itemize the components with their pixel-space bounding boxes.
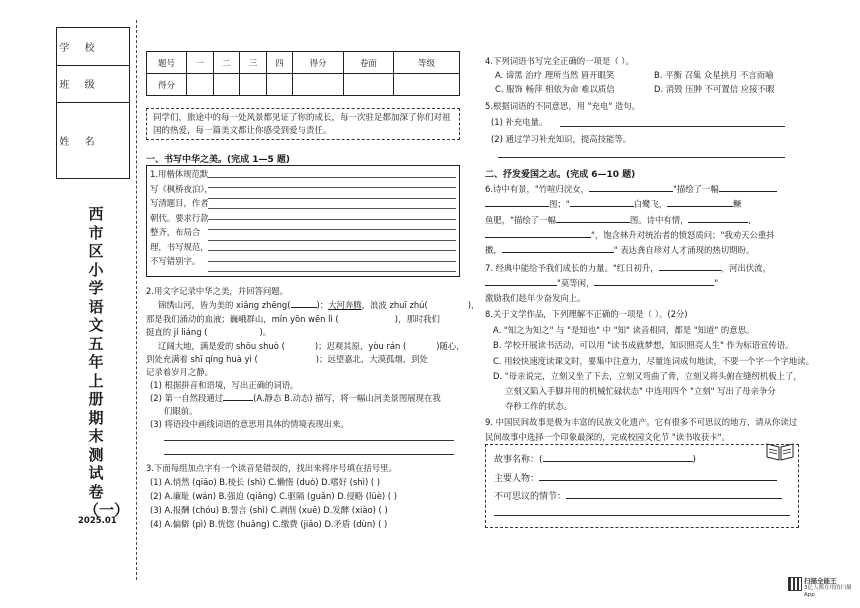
answer-blank[interactable] — [589, 183, 673, 192]
answer-line[interactable] — [494, 515, 790, 516]
answer-blank[interactable] — [485, 277, 557, 286]
section-2-title: 二、抒发爱国之志。(完成 6—10 题) — [485, 170, 636, 180]
field-label-name: 姓 名 — [59, 137, 101, 148]
answer-blank[interactable] — [556, 214, 630, 223]
score-cell[interactable] — [394, 74, 460, 96]
qr-code-icon — [788, 577, 802, 591]
q5-title: 5.根据词语的不同意思，用 "充电" 造句。 — [485, 101, 641, 111]
q2-line-4: 辽阔大地，满是爱的 shōu shuò ( )；迟观其原，yòu rán ( )随心， — [158, 341, 465, 351]
field-label-school: 学 校 — [59, 42, 101, 54]
q2-line-6: 记录着岁月之静。 — [146, 367, 213, 377]
q2-line-2: 那是我们涌动的血液；巍峨群山，mín yōn wēn lì ( )，那时我们 — [146, 314, 440, 324]
school-field[interactable] — [103, 28, 129, 65]
q2-sub-3: (3) 将语段中画线词语的意思用具体的情境表现出来。 — [150, 419, 349, 429]
q2-sub-2: (2) 第一自然段通过 (A.静态 B.动态) 描写，将一幅山河美景图展现在我 — [150, 393, 441, 403]
q9-text-cont: 民间故事中选择一个印象最深的，完成校园文化节 "读书收获卡"。 — [485, 432, 730, 442]
card-story-name: 故事名称：( ) — [494, 455, 697, 465]
q3-title: 3.下面每组加点字有一个读音是错误的，找出来将序号填在括号里。 — [146, 463, 397, 473]
q8-title: 8.关于文学作品，下列理解不正确的一项是（ ）。(2分) — [485, 309, 688, 319]
underlined-phrase: 大河奔腾 — [328, 300, 362, 310]
q4-option-c: C. 服饰 畅萍 相依为命 难以质信 — [495, 84, 615, 94]
q4-option-a: A. 谛黑 治疗 理所当然 眉开眼笑 — [495, 70, 615, 80]
open-book-icon — [765, 440, 795, 462]
intro-text: 同学们，旅途中的每一处风景都见证了你的成长，每一次驻足都加深了你们对祖国的热爱，每一篇美文都让你感受到爱与责任。 — [146, 108, 460, 140]
q8-option-b: B. 学校开展读书活动，可以用 "读书成就梦想，知识照亮人生" 作为标语宣传语。 — [493, 340, 794, 350]
answer-blank[interactable] — [291, 299, 317, 308]
field-label-class: 班 级 — [59, 80, 101, 92]
q2-line-5: 到处充满着 shī qíng huà yì ( )；远望嘉北，大漠孤烟，到处 — [146, 354, 428, 364]
q7-line-1: 7. 经典中能给予我们成长的力量。"红日初升， ，河出伏流， — [485, 263, 771, 273]
exam-title: 西市区小学语文五年上册期末测试卷（一） — [84, 205, 130, 519]
answer-line[interactable] — [560, 126, 785, 127]
score-header-cell: 一 — [187, 52, 214, 74]
q1-writing-area[interactable] — [208, 167, 456, 275]
score-header-cell: 三 — [240, 52, 267, 74]
q6-line-2: 图；" 白鹭飞， 鳜 — [485, 198, 741, 210]
characters-blank[interactable] — [539, 472, 777, 481]
exam-date: 2025.01 — [78, 516, 117, 526]
q7-line-2: "莫等闲， " — [485, 277, 718, 289]
answer-blank[interactable] — [502, 244, 614, 253]
q4-option-b: B. 平衡 召集 众星拱月 不言而喻 — [654, 70, 774, 80]
card-characters: 主要人物： — [494, 472, 777, 485]
q9-text: 9. 中国民间故事是极为丰富的民族文化遗产。它有很多不可思议的地方，请从你读过 — [485, 417, 798, 427]
score-table — [146, 51, 460, 96]
score-cell[interactable] — [213, 74, 240, 96]
score-cell[interactable] — [240, 74, 267, 96]
q8-option-d: D. "母亲说完，立刻又坐了下去，立刻又弯曲了背，立刻又将头俯在缝纫机板上了， — [493, 371, 802, 381]
q8-option-c: C. 用较快速度读课文时，要集中注意力，尽量连词成句地读，不要一个字一个字地读。 — [493, 356, 815, 366]
q3-option-row: (2) A.廉耻 (wán) B.强迫 (qiǎng) C.驱隔 (guǎn) D.侵略 (lüè) ( ) — [150, 491, 397, 501]
q4-title: 4.下列词语书写完全正确的一项是（ ）。 — [485, 56, 634, 66]
score-header-cell: 得分 — [293, 52, 343, 74]
score-row-label: 得分 — [147, 74, 187, 96]
q2-line-1: 锦绣山河，皆为美的 xiǎng zhēng( )：大河奔腾，浪波 zhuī zhú( )， — [158, 300, 480, 310]
answer-blank[interactable] — [223, 392, 253, 401]
score-cell[interactable] — [187, 74, 214, 96]
plot-blank[interactable] — [566, 490, 782, 499]
answer-blank[interactable] — [485, 198, 549, 207]
q6-line-4: "，饱含林升对统治者的愤怒质问；"我劝天公重抖 — [485, 229, 775, 241]
q3-option-row: (3) A.报酬 (chóu) B.誓言 (shì) C.剥削 (xuē) D.发酵 (xiào) ( ) — [150, 505, 388, 515]
section-1-title: 一、书写中华之美。(完成 1—5 题) — [146, 155, 291, 165]
q5-item-2: (2) 通过学习补充知识，提高技能等。 — [491, 134, 632, 144]
q2-sub-1: (1) 根据拼音和语境，写出正确的词语。 — [150, 380, 299, 390]
q2-line-3: 挺直的 jí liáng ( )。 — [146, 327, 272, 337]
name-field[interactable] — [103, 103, 129, 178]
q7-line-3: 激励我们趁年少奋发向上。 — [485, 293, 586, 303]
answer-line[interactable] — [164, 440, 454, 441]
score-header-cell: 二 — [213, 52, 240, 74]
q8-option-d-cont: 夺秒工作的状态。 — [505, 401, 572, 411]
score-header-cell: 卷面 — [343, 52, 393, 74]
q4-option-d: D. 消毁 压肿 不可置信 应接不暇 — [654, 84, 775, 94]
story-name-blank[interactable] — [543, 453, 693, 462]
score-header-cell: 等级 — [394, 52, 460, 74]
score-cell[interactable] — [343, 74, 393, 96]
score-header-cell: 四 — [266, 52, 293, 74]
q3-option-row: (4) A.偏僻 (pì) B.恍惚 (huǎng) C.缴费 (jiǎo) D.矛盾 (dùn) ( ) — [150, 519, 388, 529]
card-plot: 不可思议的情节： — [494, 490, 782, 503]
q2-title: 2.用文字记录中华之美，并回答问题。 — [146, 286, 288, 296]
answer-blank[interactable] — [570, 198, 634, 207]
q8-option-d-cont: 立刻又陷入手脚并用的机械忙碌状态" 中连用四个 "立刻" 写出了母亲争分 — [505, 386, 776, 396]
q3-option-row: (1) A.悄然 (qiāo) B.棱长 (shì) C.懒惰 (duò) D.嗜好 (shì) ( ) — [150, 477, 381, 487]
answer-blank[interactable] — [659, 262, 721, 271]
scanner-watermark: 扫描全能王 3亿人都在用的扫描App — [804, 577, 852, 598]
answer-blank[interactable] — [719, 183, 777, 192]
score-cell[interactable] — [266, 74, 293, 96]
q6-line-5: 擞， " 表达龚自珍对人才涌现的热切期盼。 — [485, 245, 755, 255]
q5-item-1: (1) 补充电量。 — [491, 117, 548, 127]
answer-blank[interactable] — [485, 229, 591, 238]
class-field[interactable] — [103, 66, 129, 103]
score-cell[interactable] — [293, 74, 343, 96]
binding-line — [136, 20, 137, 580]
score-header-cell: 题号 — [147, 52, 187, 74]
answer-line[interactable] — [164, 454, 454, 455]
q6-line-1: 6.诗中有景，"竹喧归浣女， "描绘了一幅 — [485, 183, 777, 195]
q8-option-a: A. "知之为知之" 与 "是知也" 中 "知" 读音相同，都是 "知道" 的意思。 — [493, 325, 755, 335]
answer-blank[interactable] — [667, 198, 733, 207]
answer-blank[interactable] — [688, 214, 748, 223]
q2-sub-2-cont: 们眼前。 — [164, 406, 198, 416]
student-info-box — [56, 27, 130, 179]
answer-line[interactable] — [498, 157, 785, 158]
answer-blank[interactable] — [594, 277, 714, 286]
q1-text: 1.用楷体规范默写《枫桥夜泊》，写清题目，作者朝代。要求行款整齐，布局合理，书写规范，不写错别字。 — [150, 169, 213, 266]
q6-line-3: 鱼肥，"描绘了一幅 图。诗中有情， , — [485, 215, 752, 225]
